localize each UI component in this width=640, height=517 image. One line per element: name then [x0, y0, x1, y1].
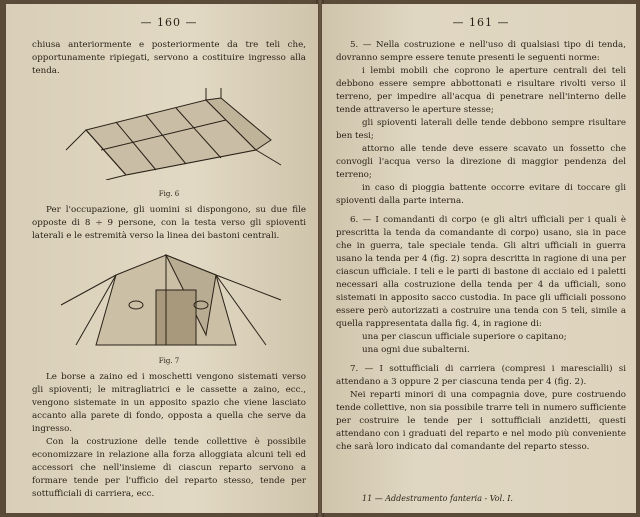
figure-6-caption: Fig. 6	[158, 190, 180, 198]
figure-7	[32, 245, 306, 357]
figure-7-caption: Fig. 7	[158, 357, 180, 365]
section-5-rule-b: gli spioventi laterali delle tende debbono sempre risultare ben tesi;	[336, 118, 626, 141]
right-page	[322, 4, 636, 513]
section-7-paragraph-2: Nei reparti minori di una compagnia dove, pure costruendo tende collettive, non sia possibile trarre teli in numero sufficiente per costruire le tende per i sottufficiali anzidetti, questi attendano con i graduati del reparto e nel modo più conveniente che sarà loro indicato dal comandante del reparto stesso.	[336, 390, 626, 452]
section-7: 7. — I sottufficiali di carriera (compresi i marescialli) si attendano a 3 oppure 2 per ciascuna tenda per 4 (fig. 2).	[336, 364, 626, 387]
section-5-rule-a: i lembi mobili che coprono le aperture centrali dei teli debbono essere sempre abbottonati e risultare rivolti verso il terreno, per impedire all'acqua di penetrare nell'interno delle tende attraverso le aperture stesse;	[336, 66, 626, 115]
left-paragraph-3: Le borse a zaino ed i moschetti vengono sistemati verso gli spioventi; le mitragliatrici e le cassette a zaino, ecc., vengono sistemate in un apposito spazio che viene lasciato accanto alla parete di fondo, opposta a quella che serve da ingresso.	[32, 372, 306, 434]
section-6-item-a: una per ciascun ufficiale superiore o capitano;	[362, 332, 567, 342]
left-paragraph-4: Con la costruzione delle tende collettive è possibile economizzare in relazione alla forza alloggiata alcuni teli ed accessori che nell'insieme di ciascun reparto servono a formare tende per l'ufficio del reparto stesso, tende per sottufficiali di carriera, ecc.	[32, 437, 306, 499]
left-page-number: — 160 —	[140, 16, 198, 29]
section-5-intro: 5. — Nella costruzione e nell'uso di qualsiasi tipo di tenda, dovranno sempre essere tenute presenti le seguenti norme:	[336, 40, 626, 63]
page-footer: 11 — Addestramento fanteria - Vol. I.	[362, 494, 513, 503]
figure-6	[32, 80, 306, 190]
section-6: 6. — I comandanti di corpo (e gli altri ufficiali per i quali è prescritta la tenda da comandante di corpo) usano, sia in pace che in guerra, tale speciale tenda. Gli altri ufficiali in guerra usano la tenda per 4 (fig. 2) sopra descritta in ragione di una per ciascun ufficiale. I teli e le parti di bastone di acciaio ed i paletti necessari alla costruzione della tenda per 4 da ufficiali, sono sistemati in apposito sacco custodia. In pace gli ufficiali possono essere però autorizzati a costruire una tenda con 5 teli, simile a quella rappresentata dalla fig. 4, in ragione di:	[336, 215, 626, 329]
tent-illustration-fig6	[56, 80, 286, 180]
left-paragraph-1: chiusa anteriormente e posteriormente da tre teli che, opportunamente ripiegati, servono a costituire ingresso alla tenda.	[32, 40, 306, 76]
tent-illustration-fig7	[56, 245, 286, 355]
section-5-rule-c: attorno alle tende deve essere scavato un fossetto che convogli l'acqua verso la direzione di maggior pendenza del terreno;	[336, 144, 626, 180]
left-page	[6, 4, 318, 513]
section-5-rule-d: in caso di pioggia battente occorre evitare di toccare gli spioventi dalla parte interna.	[336, 183, 626, 206]
section-6-item-b: una ogni due subalterni.	[362, 345, 470, 355]
left-paragraph-2: Per l'occupazione, gli uomini si dispongono, su due file opposte di 8 ÷ 9 persone, con la testa verso gli spioventi laterali e le estremità verso la linea dei bastoni centrali.	[32, 205, 306, 241]
right-page-number: — 161 —	[452, 16, 510, 29]
